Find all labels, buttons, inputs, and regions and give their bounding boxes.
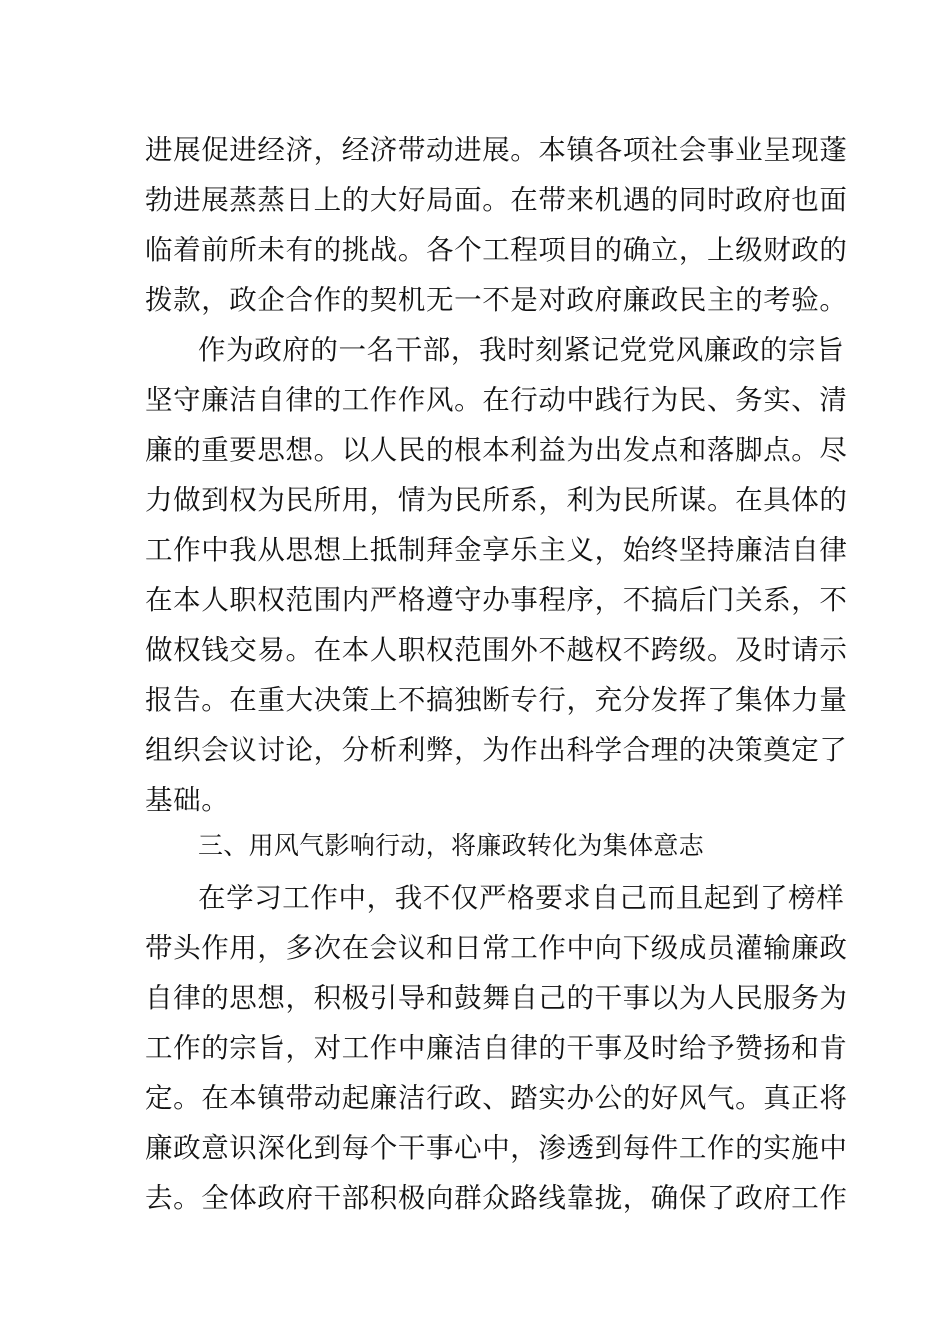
text-line: 力做到权为民所用，情为民所系，利为民所谋。在具体的 — [145, 484, 848, 516]
text-line: 勃进展蒸蒸日上的大好局面。在带来机遇的同时政府也面 — [145, 184, 848, 216]
text-line: 工作的宗旨，对工作中廉洁自律的干事及时给予赞扬和肯 — [145, 1032, 848, 1064]
text-line: 廉的重要思想。以人民的根本利益为出发点和落脚点。尽 — [145, 434, 848, 466]
text-line: 坚守廉洁自律的工作作风。在行动中践行为民、务实、清 — [145, 384, 848, 416]
text-line: 去。全体政府干部积极向群众路线靠拢，确保了政府工作 — [145, 1182, 848, 1214]
text-line: 自律的思想，积极引导和鼓舞自己的干事以为人民服务为 — [145, 982, 848, 1014]
text-line: 组织会议讨论，分析利弊，为作出科学合理的决策奠定了 — [145, 734, 848, 766]
section-heading: 三、用风气影响行动，将廉政转化为集体意志 — [198, 831, 705, 860]
text-line: 基础。 — [145, 784, 230, 816]
paragraph-first-line: 作为政府的一名干部，我时刻紧记党党风廉政的宗旨 — [198, 334, 845, 366]
text-line: 进展促进经济，经济带动进展。本镇各项社会事业呈现蓬 — [145, 134, 848, 166]
text-line: 带头作用，多次在会议和日常工作中向下级成员灌输廉政 — [145, 932, 848, 964]
text-line: 临着前所未有的挑战。各个工程项目的确立，上级财政的 — [145, 234, 848, 266]
text-line: 工作中我从思想上抵制拜金享乐主义，始终坚持廉洁自律 — [145, 534, 848, 566]
text-line: 定。在本镇带动起廉洁行政、踏实办公的好风气。真正将 — [145, 1082, 848, 1114]
text-line: 在本人职权范围内严格遵守办事程序，不搞后门关系，不 — [145, 584, 848, 616]
text-line: 廉政意识深化到每个干事心中，渗透到每件工作的实施中 — [145, 1132, 848, 1164]
text-line: 拨款，政企合作的契机无一不是对政府廉政民主的考验。 — [145, 284, 848, 316]
text-line: 做权钱交易。在本人职权范围外不越权不跨级。及时请示 — [145, 634, 848, 666]
text-line: 报告。在重大决策上不搞独断专行，充分发挥了集体力量 — [145, 684, 848, 716]
paragraph-first-line: 在学习工作中，我不仅严格要求自己而且起到了榜样 — [198, 882, 845, 914]
